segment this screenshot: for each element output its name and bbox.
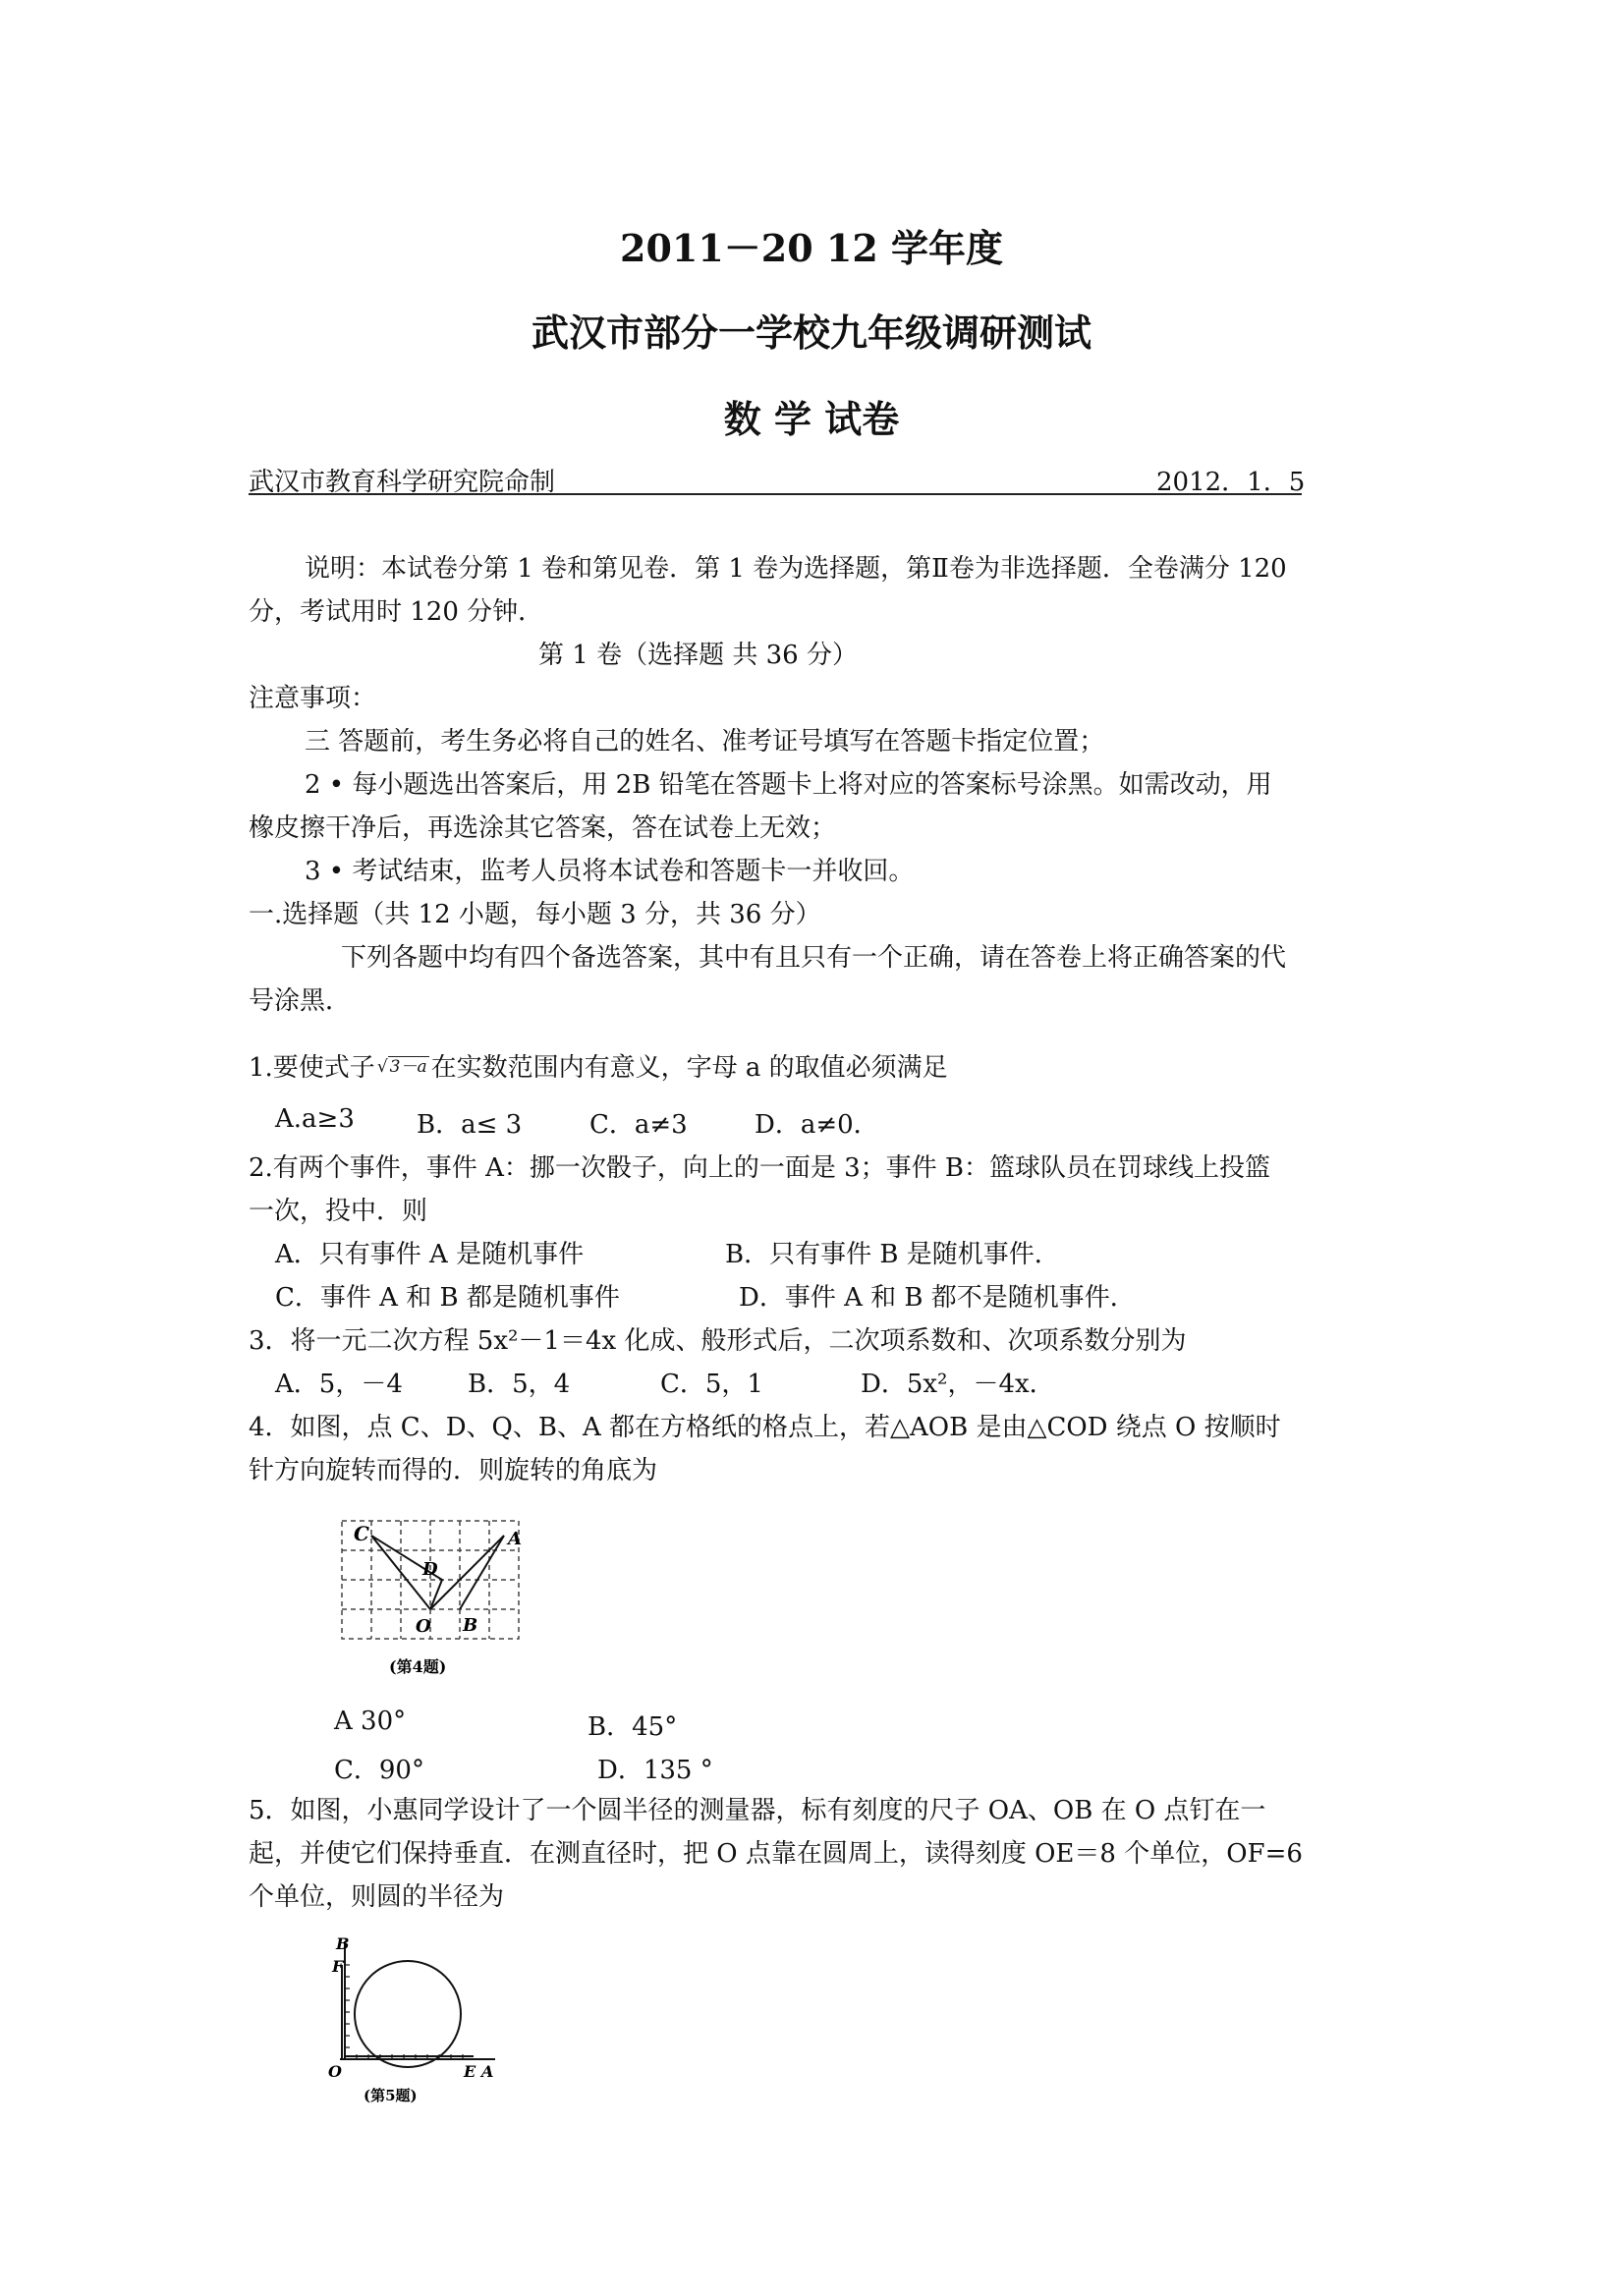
q4-label-d: D xyxy=(422,1559,438,1580)
q1-stem-post: 在实数范围内有意义，字母 a 的取值必须满足 xyxy=(430,1053,948,1083)
q5-stem-2: 起，并使它们保持垂直．在测直径时，把 O 点靠在圆周上，读得刻度 OE＝8 个单位，OF=6 xyxy=(249,1839,1303,1869)
q4-label-b: B xyxy=(463,1615,478,1636)
q5-label-e: E xyxy=(464,2062,476,2081)
exam-year-title: 2011－20 12 学年度 xyxy=(620,226,1003,270)
q4-option-d: D．135 ° xyxy=(597,1756,713,1785)
q5-caption: (第5题) xyxy=(364,2087,418,2104)
q2-stem-1: 2.有两个事件，事件 A：挪一次骰子，向上的一面是 3；事件 B：篮球队员在罚球线上投篮 xyxy=(249,1153,1271,1183)
q5-circle xyxy=(355,1961,461,2067)
q4-label-c: C xyxy=(354,1522,369,1545)
q4-option-a: A 30° xyxy=(334,1707,407,1736)
subject-title: 数 学 试卷 xyxy=(723,397,900,441)
q3-option-c: C．5，1 xyxy=(660,1370,763,1399)
q1-option-b: B．a≤ 3 xyxy=(417,1110,523,1140)
q5-stem-3: 个单位，则圆的半径为 xyxy=(249,1882,505,1912)
intro-line-2: 分，考试用时 120 分钟． xyxy=(249,597,544,627)
q4-figure xyxy=(330,1509,546,1696)
exam-date: 2012．1．5 xyxy=(1156,468,1306,497)
q5-stem-1: 5．如图，小惠同学设计了一个圆半径的测量器，标有刻度的尺子 OA、OB 在 O 点钉在一 xyxy=(249,1796,1266,1825)
section1-heading: 一.选择题（共 12 小题，每小题 3 分，共 36 分） xyxy=(249,900,821,929)
q1-option-c: C．a≠3 xyxy=(589,1110,688,1140)
q4-stem-2: 针方向旋转而得的．则旋转的角底为 xyxy=(249,1456,658,1485)
note-2b: 橡皮擦干净后，再选涂其它答案，答在试卷上无效； xyxy=(249,813,837,843)
q5-figure xyxy=(320,1932,517,2108)
q5-label-a: A xyxy=(481,2062,494,2081)
q5-label-b: B xyxy=(336,1934,350,1953)
notes-heading: 注意事项： xyxy=(249,684,377,713)
q4-label-a: A xyxy=(508,1529,522,1549)
q5-ruler-oa xyxy=(340,2054,495,2059)
q1-stem-pre: 1.要使式子 xyxy=(249,1053,375,1083)
q4-stem-1: 4．如图，点 C、D、Q、B、A 都在方格纸的格点上，若△AOB 是由△COD 绕点 O 按顺时 xyxy=(249,1413,1281,1442)
section1-instruction-2: 号涂黑． xyxy=(249,986,352,1016)
sqrt-expression: √ 3－a xyxy=(376,1057,427,1077)
note-1: 三 答题前，考生务必将自己的姓名、准考证号填写在答题卡指定位置； xyxy=(305,727,1105,756)
section1-instruction-1: 下列各题中均有四个备选答案，其中有且只有一个正确，请在答卷上将正确答案的代 xyxy=(341,943,1287,973)
q4-option-c: C．90° xyxy=(334,1756,424,1785)
volume1-heading: 第 1 卷（选择题 共 36 分） xyxy=(538,641,858,670)
q4-caption: (第4题) xyxy=(389,1657,447,1676)
header-rule xyxy=(249,493,1302,495)
q1-stem xyxy=(249,1047,948,1084)
q3-option-b: B．5，4 xyxy=(468,1370,571,1399)
q2-option-a: A．只有事件 A 是随机事件 xyxy=(275,1240,585,1269)
issuer: 武汉市教育科学研究院命制 xyxy=(249,468,556,497)
note-2a: 2 • 每小题选出答案后，用 2B 铅笔在答题卡上将对应的答案标号涂黑。如需改动，用 xyxy=(305,770,1272,800)
q1-option-a: A.a≥3 xyxy=(275,1104,355,1134)
q3-stem: 3．将一元二次方程 5x²－1＝4x 化成、般形式后，二次项系数和、次项系数分别为 xyxy=(249,1326,1187,1356)
q5-label-f: F xyxy=(332,1957,344,1976)
intro-line-1: 说明：本试卷分第 1 卷和第见卷．第 1 卷为选择题，第Ⅱ卷为非选择题．全卷满分 120 xyxy=(305,554,1287,584)
q1-radicand: 3－a xyxy=(389,1057,427,1077)
q4-label-o: O xyxy=(416,1616,431,1637)
note-3: 3 • 考试结束，监考人员将本试卷和答题卡一并收回。 xyxy=(305,857,915,886)
q2-stem-2: 一次，投中．则 xyxy=(249,1197,428,1226)
q3-option-d: D．5x²，－4x． xyxy=(861,1370,1055,1399)
q3-option-a: A．5，－4 xyxy=(275,1370,403,1399)
q4-option-b: B．45° xyxy=(588,1712,678,1742)
q2-option-d: D．事件 A 和 B 都不是随机事件． xyxy=(739,1283,1136,1313)
q2-option-b: B．只有事件 B 是随机事件． xyxy=(725,1240,1060,1269)
q1-option-d: D．a≠0． xyxy=(755,1110,879,1140)
exam-name-title: 武汉市部分一学校九年级调研测试 xyxy=(531,310,1091,355)
q5-label-o: O xyxy=(328,2062,342,2081)
q2-option-c: C．事件 A 和 B 都是随机事件 xyxy=(275,1283,620,1313)
